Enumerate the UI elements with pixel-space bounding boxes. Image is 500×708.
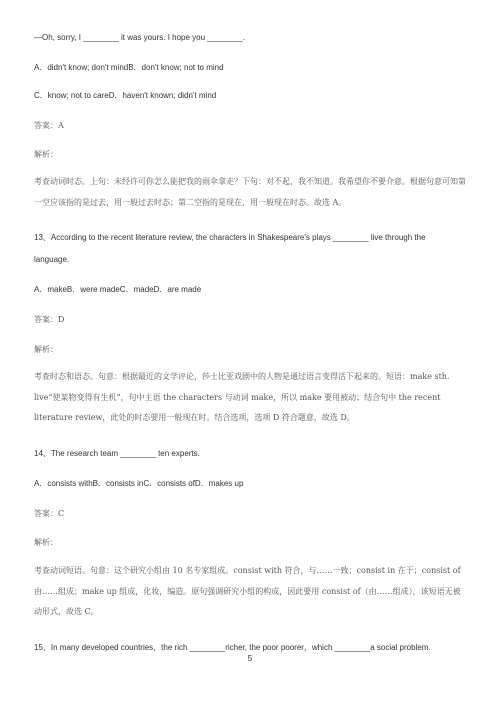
q14-analysis: 考查动词短语。句意：这个研究小组由 10 名专家组成。consist with 符合，与……一致；consist in 在于；consist of 由……组成；make up 组成，化妆，编造。原句强调研究小组的构成，因此要用 consist of（由……组成），该短语无被动形式，故选 C。 bbox=[34, 566, 461, 616]
q12-analysis: 考查动词时态。上句：未经许可你怎么能把我的雨伞拿走？下句：对不起，我不知道。我希望你不要介意。根据句意可知第一空应该指的是过去，用一般过去时态；第二空指的是现在，用一般现在时态。故选 A。 bbox=[34, 177, 466, 207]
q13-question-line2: language. bbox=[34, 255, 70, 264]
q15-question: 15、In many developed countries，the rich ________richer, the poor poorer，which ________a social problem. bbox=[34, 643, 431, 652]
q14-analysis-label: 解析： bbox=[34, 538, 58, 547]
q13-analysis: 考查时态和语态。句意：根据最近的文学评论，莎士比亚戏剧中的人物是通过语言变得活下起来的。短语：make sth. live“使某物变得有生机”，句中主语 the characters 与动词 make，所以 make 要用被动；结合句中 the recent literature review，此处的时态要用一般现在时。结合选项，选项 D 符合题意，故选 D。 bbox=[34, 372, 450, 422]
q12-options-cd: C．know; not to careD．haven't known; didn't mind bbox=[34, 91, 217, 100]
q13-analysis-label: 解析： bbox=[34, 345, 58, 354]
q12-options-ab: A．didn't know; don't mindB．don't know; not to mind bbox=[34, 63, 224, 72]
q12-analysis-label: 解析： bbox=[34, 150, 58, 159]
q14-options: A．consists withB．consists inC．consists ofD．makes up bbox=[34, 479, 244, 488]
q14-answer: 答案：C bbox=[34, 509, 65, 518]
page-number: 5 bbox=[247, 654, 253, 663]
q12-answer: 答案：A bbox=[34, 121, 64, 130]
q13-answer: 答案：D bbox=[34, 315, 65, 324]
q13-question-line1: 13、According to the recent literature review, the characters in Shakespeare's plays ________ live through the bbox=[34, 233, 426, 242]
q12-question: —Oh, sorry, I ________ it was yours. I hope you ________. bbox=[34, 33, 246, 42]
q14-question: 14、The research team ________ ten experts. bbox=[34, 449, 200, 458]
q13-options: A．makeB．were madeC．madeD．are made bbox=[34, 285, 202, 294]
